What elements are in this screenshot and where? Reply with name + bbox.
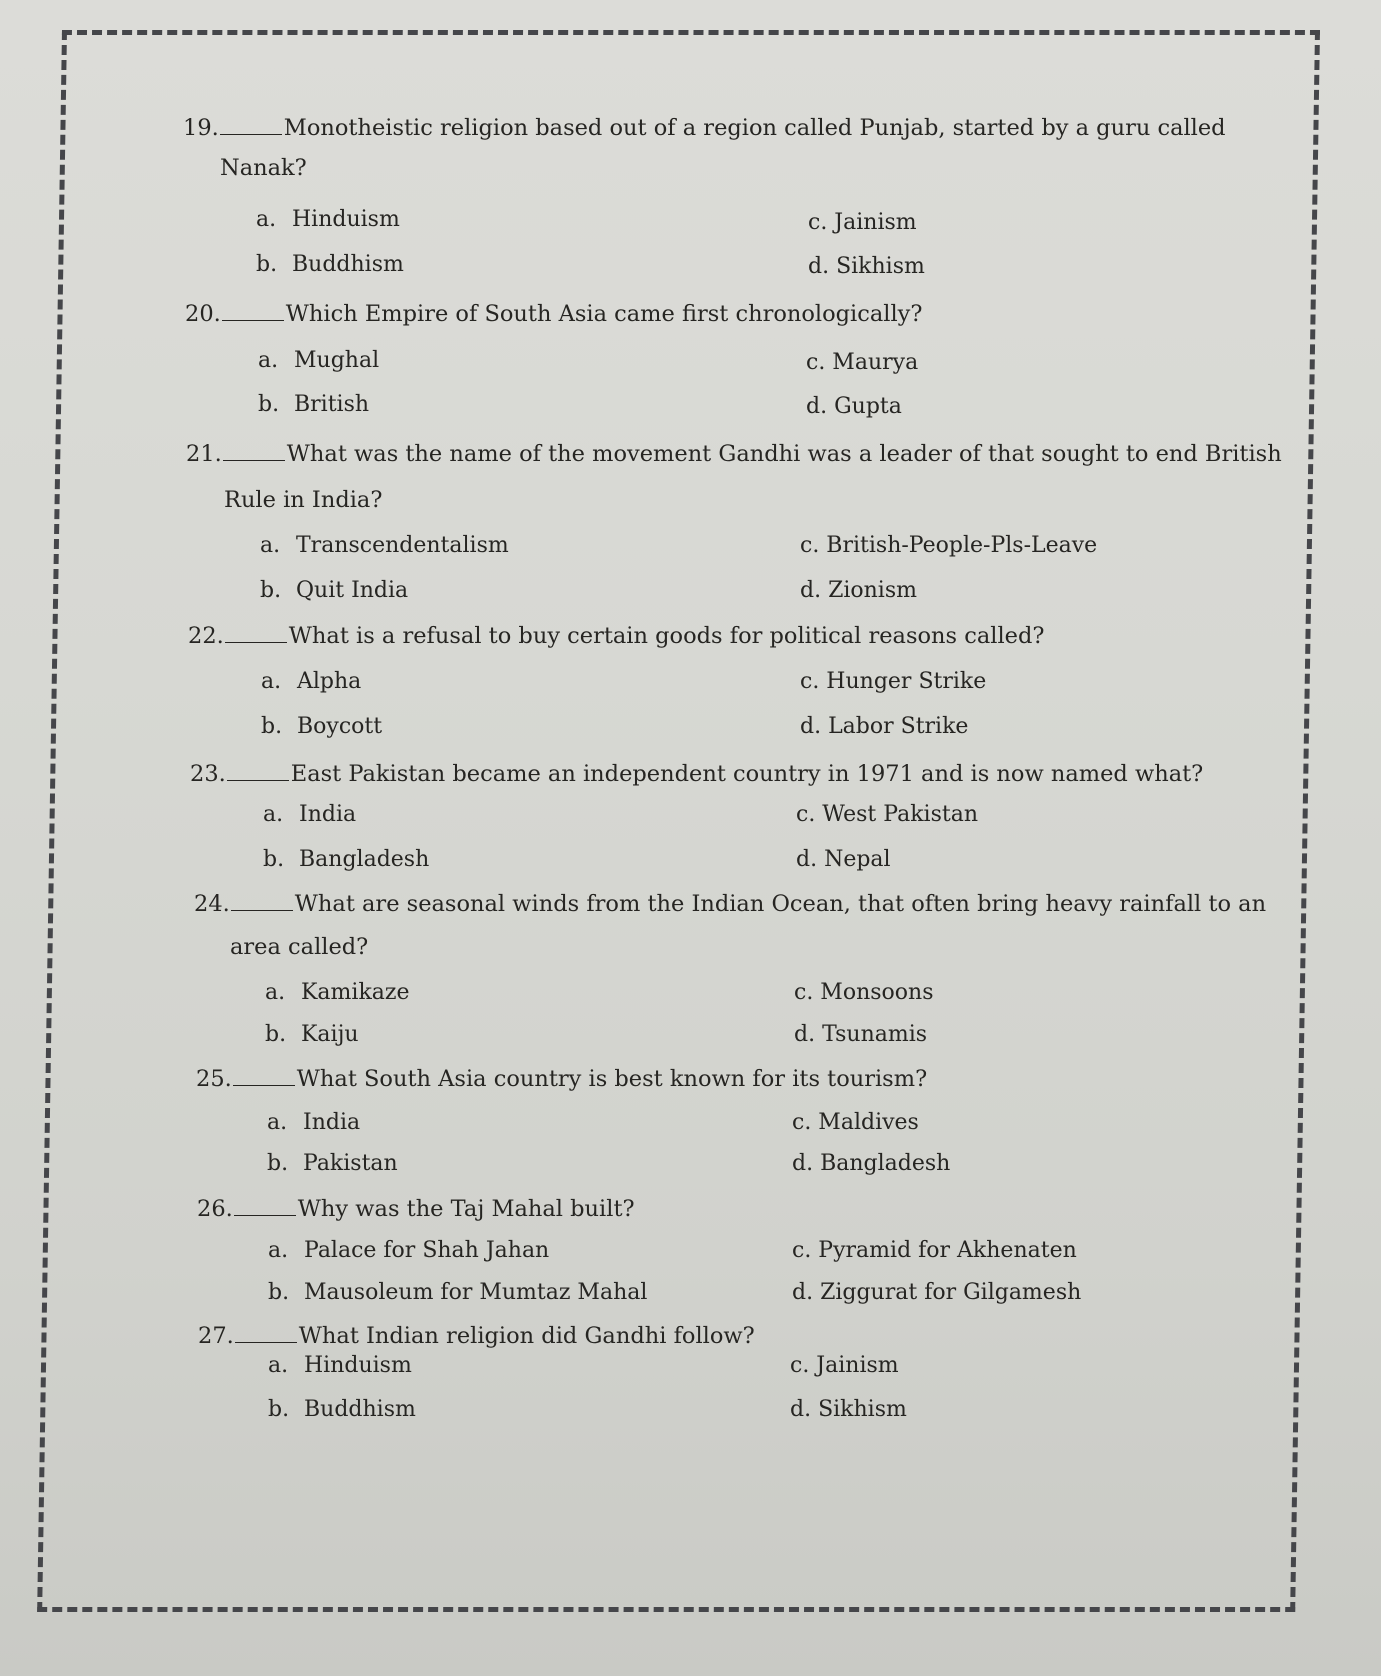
option-letter: a.	[265, 980, 286, 1005]
option-d[interactable]: d. Labor Strike	[800, 714, 969, 739]
answer-blank[interactable]	[231, 890, 293, 911]
option-a[interactable]	[268, 1351, 412, 1381]
option-d[interactable]: d. Zionism	[800, 578, 917, 603]
question-26	[197, 1193, 635, 1225]
option-letter: a.	[261, 669, 282, 694]
option-letter: b.	[265, 1022, 287, 1047]
option-c[interactable]: c. Maldives	[792, 1110, 919, 1135]
question-19	[183, 112, 1226, 144]
dashed-border	[37, 30, 1320, 1612]
option-text: India	[303, 1110, 361, 1135]
option-c[interactable]: c. Jainism	[808, 210, 917, 235]
option-text: Bangladesh	[299, 847, 430, 872]
option-b[interactable]	[263, 845, 429, 875]
question-25	[196, 1063, 927, 1095]
option-c[interactable]: c. Monsoons	[794, 980, 934, 1005]
option-b[interactable]	[268, 1278, 647, 1308]
option-b[interactable]	[265, 1020, 359, 1050]
answer-blank[interactable]	[223, 440, 285, 461]
option-letter: a.	[263, 802, 284, 827]
option-text: Pakistan	[303, 1151, 398, 1176]
option-letter: b.	[268, 1397, 290, 1422]
option-text: Kaiju	[301, 1022, 359, 1047]
option-d[interactable]: d. Gupta	[806, 394, 902, 419]
answer-blank[interactable]	[235, 1322, 297, 1343]
answer-blank[interactable]	[227, 760, 289, 781]
option-c[interactable]: c. West Pakistan	[796, 802, 978, 827]
option-b[interactable]	[261, 712, 382, 742]
option-letter: a.	[260, 533, 281, 558]
question-number: 19.	[183, 115, 219, 141]
question-text: What Indian religion did Gandhi follow?	[298, 1323, 755, 1349]
option-text: Kamikaze	[301, 980, 410, 1005]
question-23	[190, 758, 1203, 790]
option-letter: a.	[267, 1110, 288, 1135]
option-letter: a.	[268, 1353, 289, 1378]
question-text: What is a refusal to buy certain goods for political reasons called?	[288, 623, 1045, 649]
question-27	[198, 1320, 755, 1352]
option-text: Mughal	[294, 348, 380, 373]
option-letter: b.	[261, 714, 283, 739]
option-d[interactable]: d. Nepal	[796, 847, 891, 872]
option-a[interactable]	[261, 667, 361, 697]
option-d[interactable]: d. Sikhism	[808, 254, 925, 279]
answer-blank[interactable]	[222, 300, 284, 321]
option-c[interactable]: c. British-People-Pls-Leave	[800, 533, 1098, 558]
option-b[interactable]	[268, 1395, 416, 1425]
option-text: Transcendentalism	[296, 533, 509, 558]
option-text: Hinduism	[292, 207, 400, 232]
option-text: Alpha	[297, 669, 362, 694]
question-24-continued: area called?	[230, 934, 369, 960]
option-d[interactable]: d. Bangladesh	[792, 1151, 951, 1176]
option-letter: a.	[258, 348, 279, 373]
option-letter: b.	[263, 847, 285, 872]
answer-blank[interactable]	[220, 114, 282, 135]
question-number: 27.	[198, 1323, 234, 1349]
option-text: Buddhism	[292, 252, 404, 277]
option-d[interactable]: d. Ziggurat for Gilgamesh	[792, 1280, 1082, 1305]
question-22	[188, 620, 1044, 652]
option-a[interactable]	[263, 800, 356, 830]
option-a[interactable]	[265, 978, 410, 1008]
option-a[interactable]	[256, 205, 400, 235]
option-a[interactable]	[258, 346, 379, 376]
question-21-continued: Rule in India?	[224, 487, 383, 513]
option-a[interactable]	[267, 1108, 360, 1138]
option-b[interactable]	[260, 576, 408, 606]
option-text: Quit India	[296, 578, 409, 603]
question-number: 26.	[197, 1196, 233, 1222]
option-text: Mausoleum for Mumtaz Mahal	[304, 1280, 648, 1305]
question-number: 22.	[188, 623, 224, 649]
question-text: Why was the Taj Mahal built?	[297, 1196, 635, 1222]
answer-blank[interactable]	[225, 622, 287, 643]
option-d[interactable]: d. Tsunamis	[794, 1022, 928, 1047]
option-a[interactable]	[260, 531, 509, 561]
question-text: Which Empire of South Asia came first chronologically?	[285, 301, 923, 327]
question-text: What was the name of the movement Gandhi was a leader of that sought to end British	[286, 441, 1282, 467]
option-b[interactable]	[256, 250, 404, 280]
option-letter: b.	[258, 392, 280, 417]
question-number: 24.	[194, 891, 230, 917]
question-number: 23.	[190, 761, 226, 787]
question-21	[186, 438, 1282, 470]
option-letter: a.	[268, 1238, 289, 1263]
option-text: British	[294, 392, 370, 417]
question-text: What are seasonal winds from the Indian Ocean, that often bring heavy rainfall to an	[294, 891, 1267, 917]
question-text: What South Asia country is best known for its tourism?	[296, 1066, 928, 1092]
option-c[interactable]: c. Hunger Strike	[800, 669, 987, 694]
option-text: Buddhism	[304, 1397, 416, 1422]
option-a[interactable]	[268, 1236, 549, 1266]
question-24	[194, 888, 1266, 920]
question-text: Monotheistic religion based out of a region called Punjab, started by a guru called	[283, 115, 1226, 141]
option-letter: b.	[260, 578, 282, 603]
option-c[interactable]: c. Jainism	[790, 1353, 899, 1378]
option-text: India	[299, 802, 357, 827]
option-c[interactable]: c. Pyramid for Akhenaten	[792, 1238, 1077, 1263]
option-letter: a.	[256, 207, 277, 232]
question-20	[185, 298, 922, 330]
option-c[interactable]: c. Maurya	[806, 350, 919, 375]
option-letter: b.	[267, 1151, 289, 1176]
option-letter: b.	[256, 252, 278, 277]
question-19-continued: Nanak?	[220, 155, 307, 181]
answer-blank[interactable]	[234, 1195, 296, 1216]
option-letter: b.	[268, 1280, 290, 1305]
answer-blank[interactable]	[233, 1065, 295, 1086]
option-text: Boycott	[297, 714, 383, 739]
question-number: 20.	[185, 301, 221, 327]
option-b[interactable]	[258, 390, 369, 420]
option-text: Palace for Shah Jahan	[304, 1238, 550, 1263]
option-text: Hinduism	[304, 1353, 412, 1378]
option-d[interactable]: d. Sikhism	[790, 1397, 907, 1422]
option-b[interactable]	[267, 1149, 398, 1179]
question-number: 25.	[196, 1066, 232, 1092]
question-text: East Pakistan became an independent country in 1971 and is now named what?	[290, 761, 1204, 787]
question-number: 21.	[186, 441, 222, 467]
